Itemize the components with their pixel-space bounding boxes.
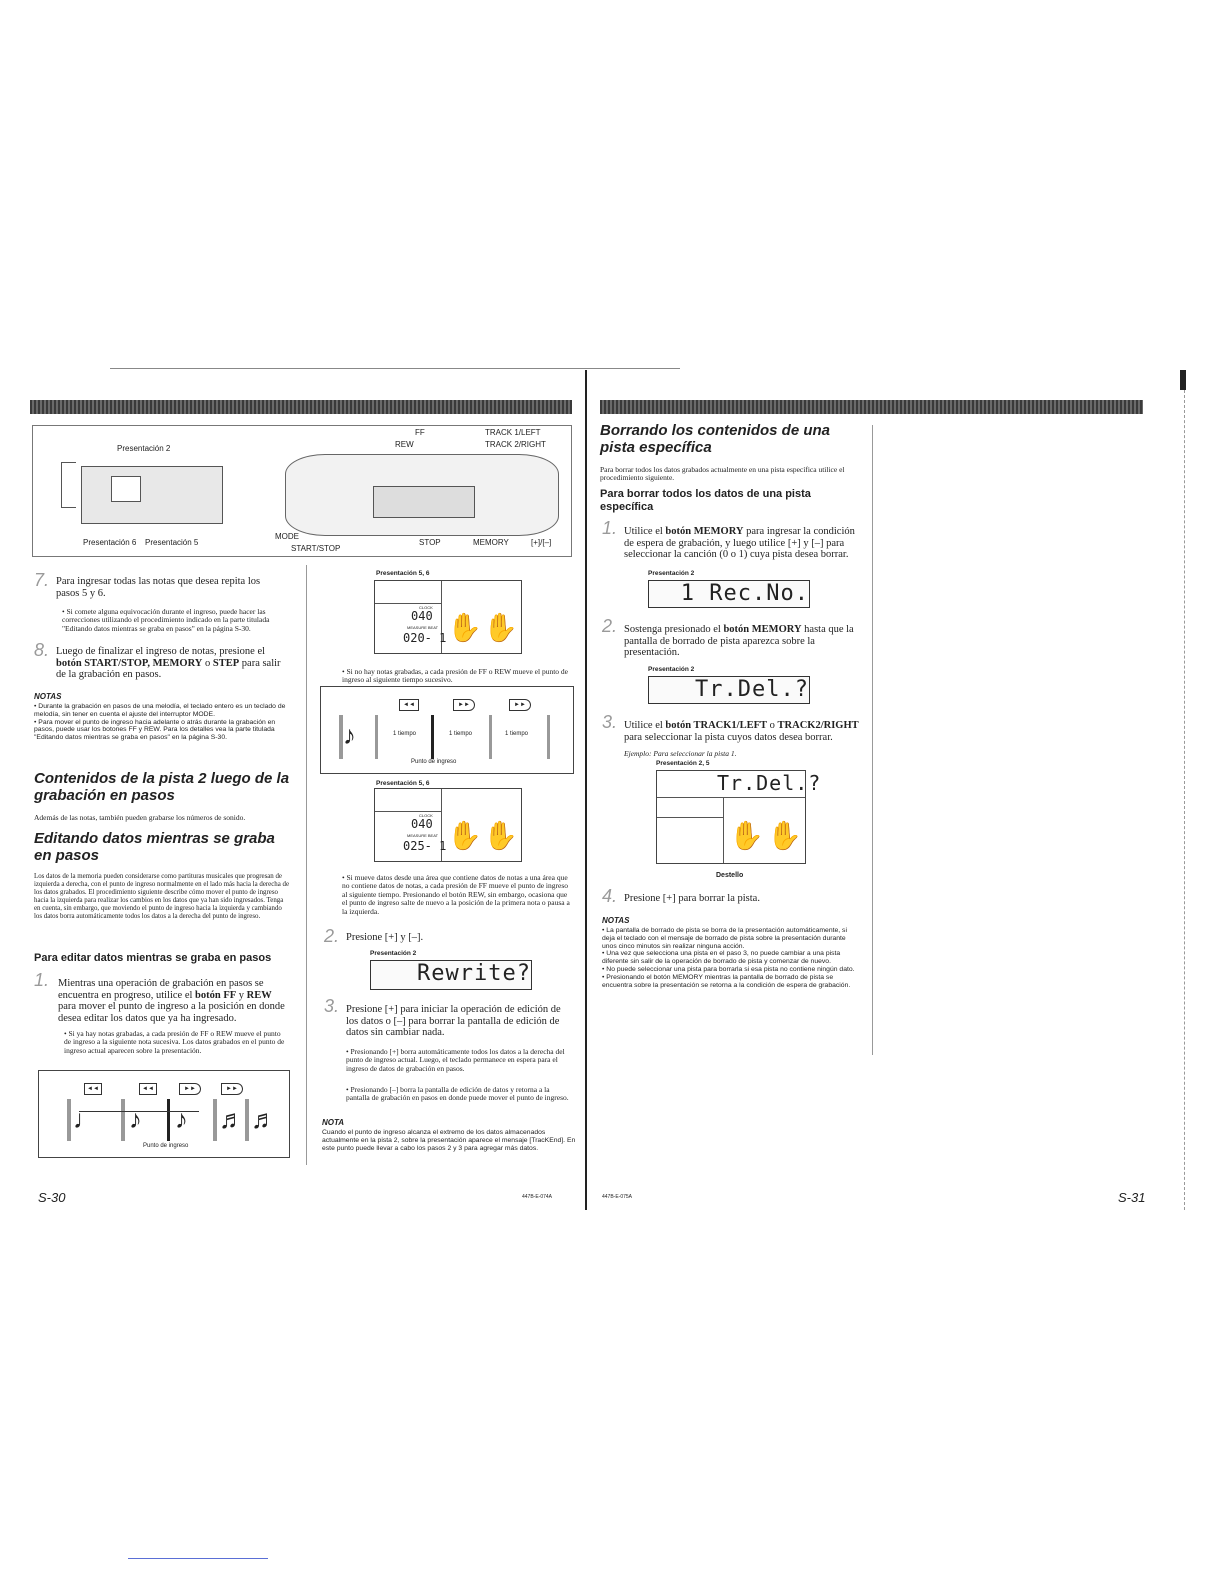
nota-item: • Para mover el punto de ingreso hacia adelante o atrás durante la grabación en pasos, puede usar los botones FF y REW. Para los detalles vea la parte titulada "Editando datos mientras se graba en pasos" en la página S-30. — [34, 718, 276, 742]
bar-line — [213, 1099, 217, 1141]
step-2-text-mid: Presione [+] y [–]. — [346, 932, 424, 943]
step-1-text-right: Utilice el botón MEMORY para ingresar la condición de espera de grabación, y luego utilice [+] y [–] para seleccionar la canción (0 o 1) cuya pista desea borrar. — [624, 526, 855, 560]
step-3-number-mid: 3. — [324, 996, 340, 1016]
nota-item: • Durante la grabación en pasos de una melodía, el teclado entero es un teclado de melodía, sin tener en cuenta el ajuste del interruptor MODE. — [34, 703, 286, 718]
lcd-sketch-inner — [111, 476, 141, 502]
hand-right-icon: ✋ — [483, 821, 518, 852]
label-rew: REW — [395, 440, 414, 449]
tiempo-label-2: 1 tiempo — [449, 731, 473, 737]
lcd-divider — [723, 797, 724, 863]
step-7-number: 7. — [34, 570, 50, 590]
editando-text: Los datos de la memoria pueden considerarse como partituras musicales que progresan de izquierda a derecha, con el punto de ingreso normalmente en el lado más hacia la derecha de los datos grabados. El procedimiento siguiente describe cómo mover el punto de ingreso hacia la izquierda para realizar los cambios en los datos que ya han sido ingresados. Tenga en cuenta, sin embargo, que moviendo el punto de ingreso hacia la izquierda y cambiando los datos borra automáticamente todos los datos a la derecha del punto de ingreso. — [34, 872, 290, 920]
label-startstop: START/STOP — [291, 544, 341, 553]
step-4-text-right: Presione [+] para borrar la pista. — [624, 893, 760, 904]
label-stop: STOP — [419, 538, 441, 547]
nota-item: • La pantalla de borrado de pista se borra de la presentación automáticamente, si deja el teclado con el mensaje de borrado de pista sobre la presentación durante unos cinco minutos sin realizar ninguna acción. — [602, 927, 847, 950]
notas-label-left: NOTAS — [34, 692, 62, 701]
pres2-label-mid: Presentación 2 — [370, 950, 417, 957]
keyboard-diagram — [32, 425, 572, 557]
pres2-label-right-1: Presentación 2 — [648, 570, 695, 577]
borrando-text: Para borrar todos los datos grabados actualmente en una pista específica utilice el procedimiento siguiente. — [600, 464, 845, 482]
eighth-note-icon: ♪ — [129, 1105, 142, 1134]
code-right: 447B-E-075A — [602, 1194, 633, 1200]
lcd-divider — [375, 603, 441, 604]
destello-label: Destello — [716, 872, 744, 879]
column-rule-right — [872, 425, 873, 1055]
tiempo-label-1: 1 tiempo — [393, 731, 417, 737]
lcd-panel-2 — [374, 788, 522, 862]
mid-bullet-2: • Si mueve datos desde una área que contiene datos de notas a una área que no contiene datos de notas, a cada presión de FF mueve el punto de ingreso al siguiente tiempo. Presionando el botón REW, sin embargo, ocasiona que el punto de ingreso salte de nuevo a la posición de la primera nota o pausa a la izquierda. — [342, 872, 570, 916]
rew-button-icon: ◄◄ — [139, 1083, 157, 1095]
label-presentacion-6: Presentación 6 — [83, 538, 137, 547]
mid-bullet-1: • Si no hay notas grabadas, a cada presión de FF o REW mueve el punto de ingreso al siguiente tiempo sucesivo. — [342, 666, 568, 684]
lcd-divider — [657, 797, 805, 798]
rew-button-icon: ◄◄ — [399, 699, 419, 711]
hand-right-icon: ✋ — [483, 613, 518, 644]
label-track2: TRACK 2/RIGHT — [485, 440, 546, 449]
rew-button-icon: ◄◄ — [84, 1083, 102, 1095]
pres56-label-2: Presentación 5, 6 — [376, 780, 430, 787]
step-7-text: Para ingresar todas las notas que desea repita los pasos 5 y 6. — [56, 576, 261, 599]
header-band-right — [600, 400, 1143, 414]
measure-beat-label: MEASURE BEAT — [407, 625, 439, 630]
heading-borrando: Borrando los contenidos de una pista específica — [600, 422, 831, 456]
sixteenth-note-icon: ♬ — [251, 1105, 277, 1134]
bar-line — [547, 715, 550, 759]
contenidos-text: Además de las notas, también pueden grabarse los números de sonido. — [34, 812, 246, 822]
clock-label: CLOCK — [419, 813, 433, 818]
notas-left — [34, 703, 290, 742]
bottom-link-line — [128, 1558, 268, 1559]
pres2-label-right-2: Presentación 2 — [648, 666, 695, 673]
pres25-label: Presentación 2, 5 — [656, 760, 710, 767]
lcd-panel-right — [656, 770, 822, 864]
measure-value: 025- 1 — [403, 839, 447, 853]
clock-label: CLOCK — [419, 605, 433, 610]
step-2-number-mid: 2. — [324, 926, 340, 946]
right-edge-mark — [1180, 370, 1186, 390]
step-1-number-left: 1. — [34, 970, 50, 990]
eighth-note-icon: ♪ — [175, 1105, 188, 1134]
insert-point-line — [431, 715, 434, 759]
recno-text: 1 Rec.No. — [680, 581, 809, 606]
step-2-text-right: Sostenga presionado el botón MEMORY hasta que la pantalla de borrado de pista aparezca sobre la presentación. — [624, 624, 854, 658]
punto-label-mid: Punto de ingreso — [411, 759, 457, 765]
label-ff: FF — [415, 428, 425, 437]
bar-line — [375, 715, 378, 759]
step-1-text-left: Mientras una operación de grabación en pasos se encuentra en progreso, utilice el botón FF y REW para mover el punto de ingreso a la posición en donde desea editar los datos que ya ha ingresado. — [58, 978, 285, 1024]
insert-point-line — [167, 1099, 170, 1141]
lcd-sketch — [81, 466, 223, 524]
lcd-panel-1 — [374, 580, 522, 654]
heading-contenidos: Contenidos de la pista 2 luego de la grabación en pasos — [34, 770, 290, 804]
label-presentacion-5: Presentación 5 — [145, 538, 199, 547]
top-rule — [110, 368, 680, 369]
spine-line — [585, 370, 587, 1210]
label-track1: TRACK 1/LEFT — [485, 428, 541, 437]
trdel-text-2: Tr.Del.? — [717, 771, 822, 795]
arrow-line — [79, 1111, 199, 1112]
ff-button-icon: ►► — [509, 699, 531, 711]
nota-item: • Una vez que selecciona una pista en el paso 3, no puede cambiar a una pista diferente sin salir de la operación de borrado de pista y comenzar de nuevo. — [602, 950, 841, 966]
ff-button-icon: ►► — [453, 699, 475, 711]
hand-left-flash-icon: ✋ — [729, 821, 764, 852]
music-strip-mid — [320, 686, 574, 774]
bar-line — [489, 715, 492, 759]
header-band-left — [30, 400, 572, 414]
bar-line — [67, 1099, 71, 1141]
step-2-number-right: 2. — [602, 616, 618, 636]
rewrite-text: Rewrite? — [417, 961, 531, 986]
step-7-bullet: • Si comete alguna equivocación durante el ingreso, puede hacer las correcciones utilizando el procedimiento indicado en la parte titulada "Editando datos mientras se graba en pasos" en la página S-30. — [62, 606, 270, 633]
hand-left-icon: ✋ — [447, 821, 482, 852]
nota-text-mid: Cuando el punto de ingreso alcanza el extremo de los datos almacenados actualmente en la pista 2, sobre la presentación aparece el mensaje [TracKEnd]. En este punto puede llevar a cabo los pasos 2 y 3 para agregar más datos. — [322, 1129, 576, 1152]
eighth-note-icon: ♪ — [343, 721, 356, 750]
label-plus-minus: [+]/[–] — [531, 538, 552, 547]
step-3-bullet-2: • Presionando [–] borra la pantalla de edición de datos y retorna a la pantalla de grabación en pasos en donde puede mover el punto de ingreso. — [346, 1084, 569, 1102]
heading-editando: Editando datos mientras se graba en pasos — [34, 830, 275, 864]
column-rule-left — [306, 565, 307, 1165]
code-left: 447B-E-074A — [522, 1194, 553, 1200]
music-strip-left — [38, 1070, 290, 1158]
right-edge-line — [1184, 390, 1185, 1210]
rewrite-display — [370, 960, 532, 990]
lcd-divider — [375, 811, 441, 812]
ejemplo-text: Ejemplo: Para seleccionar la pista 1. — [624, 748, 737, 758]
page-number-right: S-31 — [1118, 1190, 1146, 1205]
step-3-text-right: Utilice el botón TRACK1/LEFT o TRACK2/RIGHT para seleccionar la pista cuyos datos desea borrar. — [624, 720, 859, 743]
tempo-value: 040 — [411, 609, 433, 623]
label-mode: MODE — [275, 532, 299, 541]
step-1-number-right: 1. — [602, 518, 618, 538]
lcd-divider — [657, 817, 723, 818]
step-3-bullet-1: • Presionando [+] borra automáticamente todos los datos a la derecha del punto de ingreso actual. Luego, el teclado permanece en espera para el ingreso de datos de grabación en pasos. — [346, 1046, 565, 1073]
notas-label-right: NOTAS — [602, 916, 630, 925]
step-8-text: Luego de finalizar el ingreso de notas, presione el botón START/STOP, MEMORY o STEP para salir de la grabación en pasos. — [56, 646, 281, 680]
bar-line — [121, 1099, 125, 1141]
measure-beat-label: MEASURE BEAT — [407, 833, 439, 838]
pres56-label-1: Presentación 5, 6 — [376, 570, 430, 577]
quarter-note-icon: ♩ — [73, 1105, 99, 1134]
keyboard-display — [373, 486, 475, 518]
tiempo-label-3: 1 tiempo — [505, 731, 529, 737]
label-memory: MEMORY — [473, 538, 509, 547]
measure-value: 020- 1 — [403, 631, 447, 645]
heading-para-borrar: Para borrar todos los datos de una pista específica — [600, 488, 811, 513]
step-3-number-right: 3. — [602, 712, 618, 732]
nota-item: • No puede seleccionar una pista para borrarla si esa pista no contiene ningún dato. — [602, 965, 855, 973]
step-4-number-right: 4. — [602, 886, 618, 906]
hand-left-icon: ✋ — [447, 613, 482, 644]
ff-button-icon: ►► — [179, 1083, 201, 1095]
hand-right-icon: ✋ — [767, 821, 802, 852]
bar-line — [245, 1099, 249, 1141]
nota-item: • Presionando el botón MEMORY mientras la pantalla de borrado de pista se encuentra sobre la presentación se retorna a la condición de espera de grabación. — [602, 973, 851, 989]
sixteenth-note-icon: ♬ — [219, 1105, 245, 1134]
heading-para-editar: Para editar datos mientras se graba en pasos — [34, 952, 272, 964]
nota-label-mid: NOTA — [322, 1118, 345, 1127]
bracket-sketch — [61, 462, 76, 508]
step-1-bullet-left: • Si ya hay notas grabadas, a cada presión de FF o REW mueve el punto de ingreso a la siguiente nota sucesiva. Los datos grabados en el punto de ingreso actual aparecen sobre la presentación. — [64, 1028, 285, 1055]
label-presentacion-2: Presentación 2 — [117, 444, 171, 453]
step-8-number: 8. — [34, 640, 50, 660]
recno-display — [648, 580, 810, 608]
tempo-value: 040 — [411, 817, 433, 831]
trdel-display — [648, 676, 810, 704]
punto-label-left: Punto de ingreso — [143, 1143, 189, 1149]
ff-button-icon: ►► — [221, 1083, 243, 1095]
step-3-text-mid: Presione [+] para iniciar la operación de edición de los datos o [–] para borrar la pantalla de edición de datos sin cambiar nada. — [346, 1004, 561, 1038]
trdel-text: Tr.Del.? — [695, 677, 809, 702]
page-number-left: S-30 — [38, 1190, 66, 1205]
notas-right — [602, 927, 860, 989]
